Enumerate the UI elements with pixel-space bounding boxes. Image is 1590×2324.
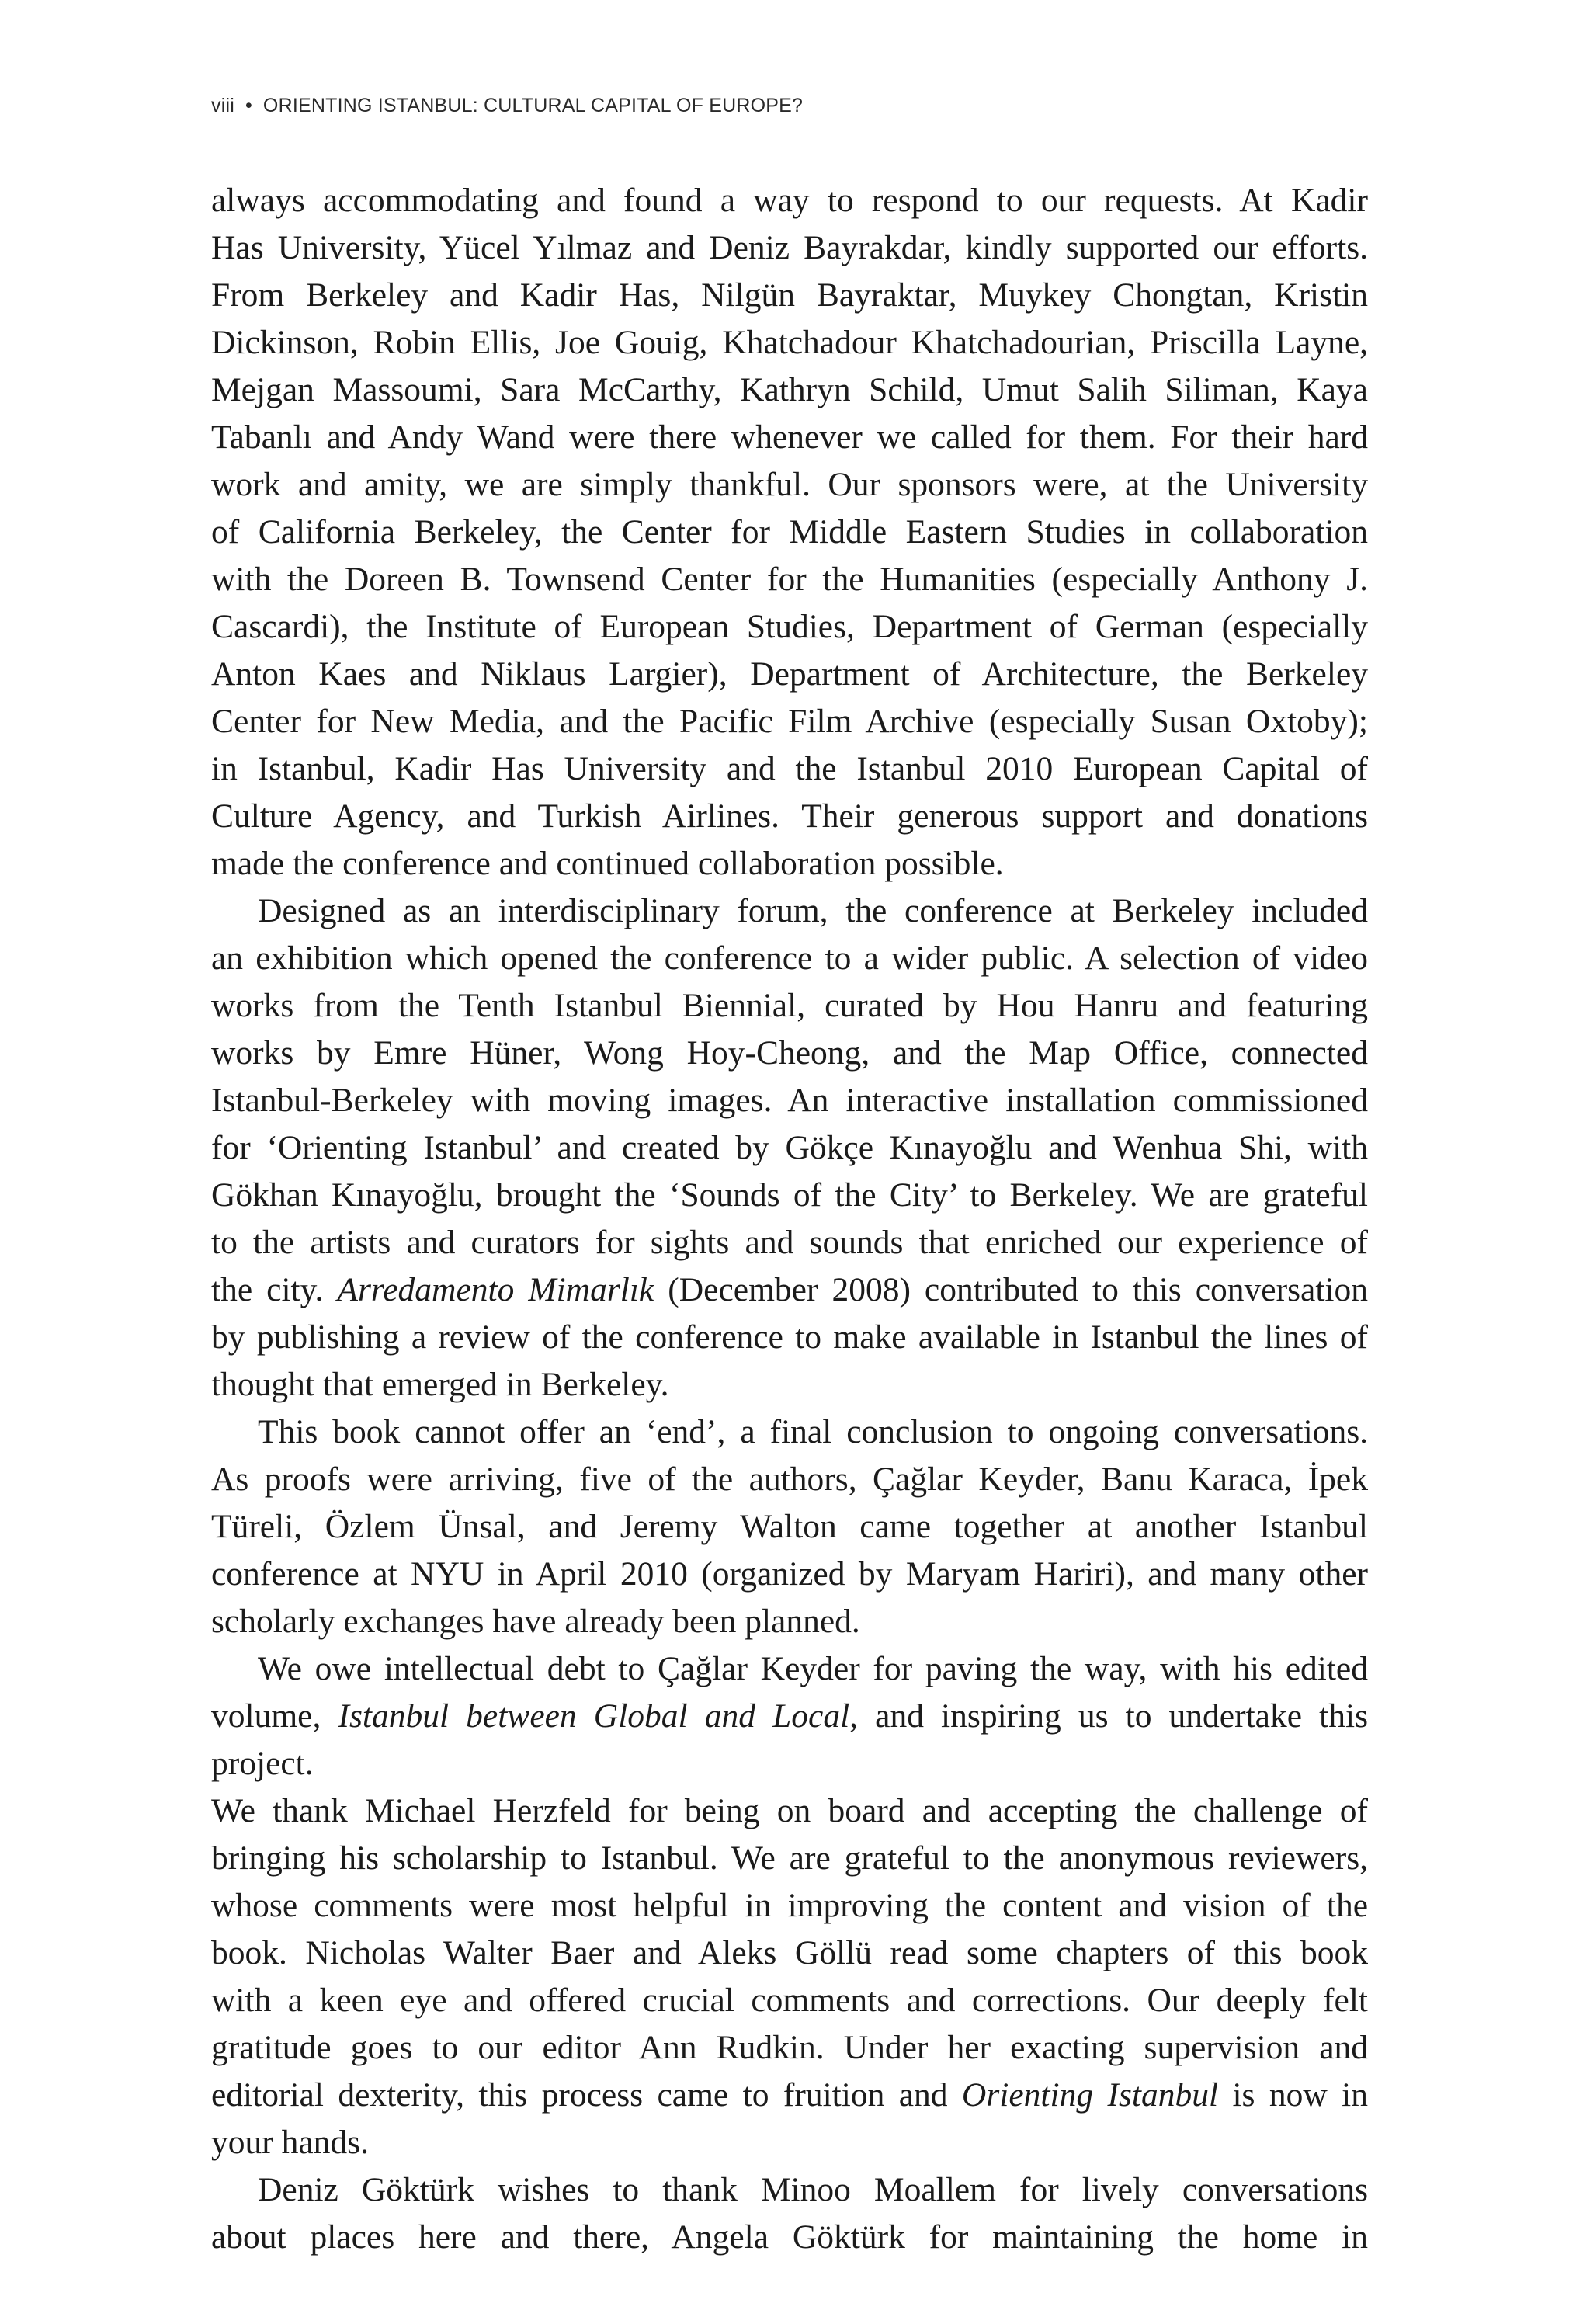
text-line: your hands. [211, 2124, 369, 2161]
text-line: This book cannot offer an ‘end’, a final conclusion to ongoing conversations. [258, 1413, 1368, 1450]
text-line: Dickinson, Robin Ellis, Joe Gouig, Khatchadour Khatchadourian, Priscilla Layne, [211, 324, 1368, 361]
paragraph-4 [211, 1645, 1368, 2166]
running-head-title: ORIENTING ISTANBUL: CULTURAL CAPITAL OF EUROPE? [262, 95, 804, 116]
text-line: Mejgan Massoumi, Sara McCarthy, Kathryn Schild, Umut Salih Siliman, Kaya [211, 371, 1368, 408]
text-line: an exhibition which opened the conference to a wider public. A selection of video [211, 940, 1368, 977]
bullet-separator: • [245, 95, 252, 116]
text-line: book. Nicholas Walter Baer and Aleks Göllü read some chapters of this book [211, 1934, 1368, 1971]
text-line: Tabanlı and Andy Wand were there whenever we called for them. For their hard [211, 419, 1368, 456]
paragraph-1 [211, 177, 1368, 888]
text-line: works from the Tenth Istanbul Biennial, curated by Hou Hanru and featuring [211, 987, 1368, 1024]
text-line: Has University, Yücel Yılmaz and Deniz Bayrakdar, kindly supported our efforts. [211, 229, 1368, 266]
italic-title: Orienting Istanbul [961, 2076, 1219, 2114]
page-number: viii [211, 95, 234, 116]
text-line: Istanbul-Berkeley with moving images. An interactive installation commissioned [211, 1082, 1368, 1119]
text-line: with a keen eye and offered crucial comments and corrections. Our deeply felt [211, 1982, 1368, 2019]
text-line: of California Berkeley, the Center for Middle Eastern Studies in collaboration [211, 513, 1368, 551]
italic-title: Arredamento Mimarlık [337, 1271, 654, 1308]
text-line: Deniz Göktürk wishes to thank Minoo Moallem for lively conversations [258, 2171, 1368, 2208]
text-line: to the artists and curators for sights and sounds that enriched our experience of [211, 1224, 1368, 1261]
text-line: made the conference and continued collaboration possible. [211, 845, 1004, 882]
paragraph-5 [211, 2166, 1368, 2261]
text-run: is now in [1218, 2076, 1368, 2114]
text-line: Anton Kaes and Niklaus Largier), Department of Architecture, the Berkeley [211, 655, 1368, 693]
text-line: Cascardi), the Institute of European Studies, Department of German (especially [211, 608, 1368, 645]
text-line: work and amity, we are simply thankful. Our sponsors were, at the University [211, 466, 1368, 503]
paragraph-3 [211, 1409, 1368, 1645]
text-line: Designed as an interdisciplinary forum, the conference at Berkeley included [258, 892, 1368, 929]
text-line: by publishing a review of the conference to make available in Istanbul the lines of [211, 1318, 1368, 1356]
text-run: , and inspiring us to undertake this project. [211, 1697, 1369, 1782]
text-line: Center for New Media, and the Pacific Film Archive (especially Susan Oxtoby); [211, 703, 1368, 740]
running-head [211, 95, 803, 117]
text-line: with the Doreen B. Townsend Center for the Humanities (especially Anthony J. [211, 561, 1368, 598]
paragraph-2 [211, 888, 1368, 1409]
text-line: Culture Agency, and Turkish Airlines. Their generous support and donations [211, 797, 1368, 835]
text-line: gratitude goes to our editor Ann Rudkin. Under her exacting supervision and [211, 2029, 1368, 2066]
text-line: whose comments were most helpful in improving the content and vision of the [211, 1887, 1368, 1924]
text-line [211, 1693, 1368, 1787]
text-line: works by Emre Hüner, Wong Hoy-Cheong, and the Map Office, connected [211, 1034, 1368, 1072]
text-line [211, 1266, 1368, 1314]
text-line: bringing his scholarship to Istanbul. We are grateful to the anonymous reviewers, [211, 1839, 1368, 1877]
text-run: volume, [211, 1697, 338, 1735]
text-line: We owe intellectual debt to Çağlar Keyder for paving the way, with his edited [258, 1650, 1368, 1687]
text-line: about places here and there, Angela Göktürk for maintaining the home in [211, 2218, 1368, 2256]
text-line: As proofs were arriving, five of the authors, Çağlar Keyder, Banu Karaca, İpek [211, 1461, 1368, 1498]
text-line: always accommodating and found a way to respond to our requests. At Kadir [211, 182, 1368, 219]
text-line [211, 2072, 1368, 2119]
text-run: editorial dexterity, this process came to fruition and [211, 2076, 962, 2114]
text-line: Gökhan Kınayoğlu, brought the ‘Sounds of the City’ to Berkeley. We are grateful [211, 1176, 1368, 1214]
text-line: for ‘Orienting Istanbul’ and created by Gökçe Kınayoğlu and Wenhua Shi, with [211, 1129, 1368, 1166]
text-line: scholarly exchanges have already been planned. [211, 1603, 860, 1640]
text-line: From Berkeley and Kadir Has, Nilgün Bayraktar, Muykey Chongtan, Kristin [211, 276, 1368, 314]
text-line: Türeli, Özlem Ünsal, and Jeremy Walton came together at another Istanbul [211, 1508, 1368, 1545]
text-line: in Istanbul, Kadir Has University and the Istanbul 2010 European Capital of [211, 750, 1368, 787]
text-line: We thank Michael Herzfeld for being on board and accepting the challenge of [211, 1792, 1368, 1829]
body-text [211, 177, 1368, 2261]
text-line: conference at NYU in April 2010 (organized by Maryam Hariri), and many other [211, 1555, 1368, 1593]
italic-title: Istanbul between Global and Local [338, 1697, 850, 1735]
text-run: (December 2008) contributed to this conversation [654, 1271, 1368, 1308]
text-line: thought that emerged in Berkeley. [211, 1366, 669, 1403]
text-run: the city. [211, 1271, 338, 1308]
